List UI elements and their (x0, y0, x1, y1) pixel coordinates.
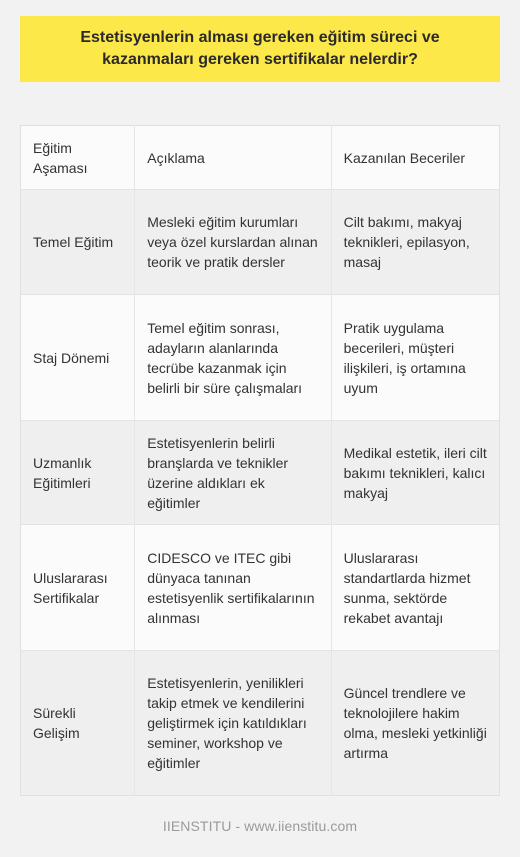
cell-description: Estetisyenlerin belirli branşlarda ve teknikler üzerine aldıkları ek eğitimler (135, 421, 331, 525)
table-header-row (21, 126, 500, 190)
cell-skills: Cilt bakımı, makyaj teknikleri, epilasyon, masaj (331, 190, 499, 295)
table-row (21, 190, 500, 295)
cell-skills: Pratik uygulama becerileri, müşteri ilişkileri, iş ortamına uyum (331, 295, 499, 421)
header-stage: Eğitim Aşaması (33, 139, 88, 176)
table-row (21, 651, 500, 796)
education-table (20, 125, 500, 796)
footer-watermark: IIENSTITU - www.iienstitu.com (162, 818, 358, 834)
cell-stage: Sürekli Gelişim (21, 651, 135, 796)
cell-stage: Uluslararası Sertifikalar (21, 525, 135, 651)
table-row (21, 525, 500, 651)
cell-stage: Temel Eğitim (21, 190, 135, 295)
cell-description: Temel eğitim sonrası, adayların alanlarında tecrübe kazanmak için belirli bir süre çalışmaları (135, 295, 331, 421)
cell-skills: Güncel trendlere ve teknolojilere hakim olma, mesleki yetkinliği artırma (331, 651, 499, 796)
cell-description: Estetisyenlerin, yenilikleri takip etmek ve kendilerini geliştirmek için katıldıkları seminer, workshop ve eğitimler (135, 651, 331, 796)
title-banner (20, 16, 500, 82)
header-skills: Kazanılan Beceriler (331, 126, 499, 190)
table-row (21, 295, 500, 421)
cell-skills: Medikal estetik, ileri cilt bakımı teknikleri, kalıcı makyaj (331, 421, 499, 525)
cell-description: CIDESCO ve ITEC gibi dünyaca tanınan estetisyenlik sertifikalarının alınması (135, 525, 331, 651)
cell-stage: Uzmanlık Eğitimleri (21, 421, 135, 525)
header-description: Açıklama (135, 126, 331, 190)
page-title: Estetisyenlerin alması gereken eğitim süreci ve kazanmaları gereken sertifikalar nelerdir? (80, 29, 440, 68)
table-row (21, 421, 500, 525)
cell-description: Mesleki eğitim kurumları veya özel kurslardan alınan teorik ve pratik dersler (135, 190, 331, 295)
cell-skills: Uluslararası standartlarda hizmet sunma, sektörde rekabet avantajı (331, 525, 499, 651)
cell-stage: Staj Dönemi (21, 295, 135, 421)
